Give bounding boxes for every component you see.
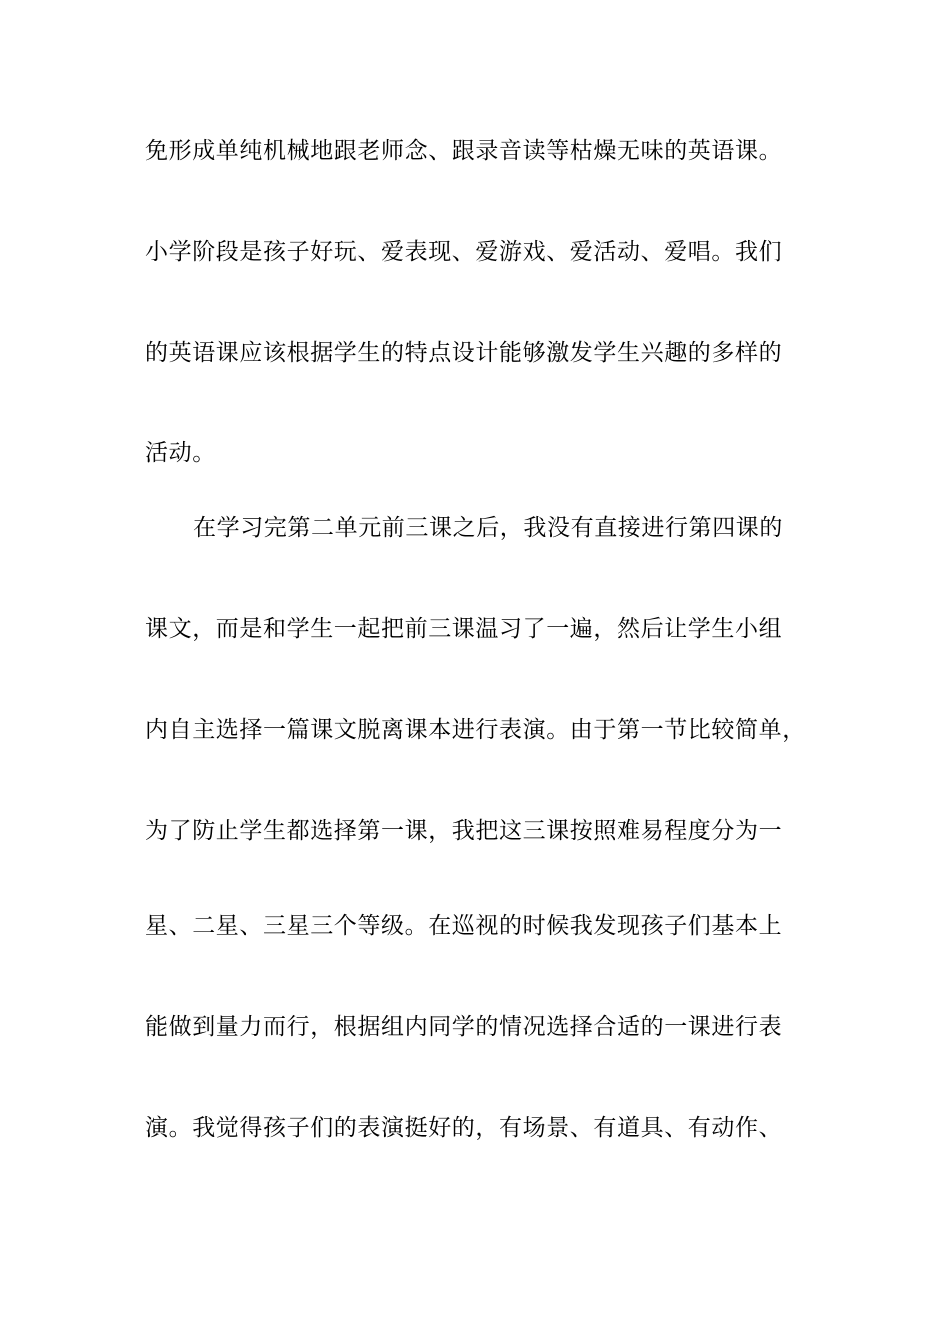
- text-line-10: 能做到量力而行，根据组内同学的情况选择合适的一课进行表: [145, 1014, 783, 1040]
- text-line-8: 为了防止学生都选择第一课，我把这三课按照难易程度分为一: [145, 818, 783, 844]
- text-line-7: 内自主选择一篇课文脱离课本进行表演。由于第一节比较简单，: [145, 717, 806, 743]
- text-line-6: 课文，而是和学生一起把前三课温习了一遍，然后让学生小组: [145, 616, 783, 642]
- text-line-2: 小学阶段是孩子好玩、爱表现、爱游戏、爱活动、爱唱。我们: [145, 239, 783, 265]
- text-line-5-paragraph-start: 在学习完第二单元前三课之后，我没有直接进行第四课的: [193, 515, 783, 541]
- text-line-9: 星、二星、三星三个等级。在巡视的时候我发现孩子们基本上: [145, 913, 783, 939]
- text-line-11: 演。我觉得孩子们的表演挺好的，有场景、有道具、有动作、: [145, 1115, 783, 1141]
- text-line-3: 的英语课应该根据学生的特点设计能够激发学生兴趣的多样的: [145, 340, 783, 366]
- text-line-1: 免形成单纯机械地跟老师念、跟录音读等枯燥无味的英语课。: [145, 138, 783, 164]
- text-line-4: 活动。: [145, 440, 216, 466]
